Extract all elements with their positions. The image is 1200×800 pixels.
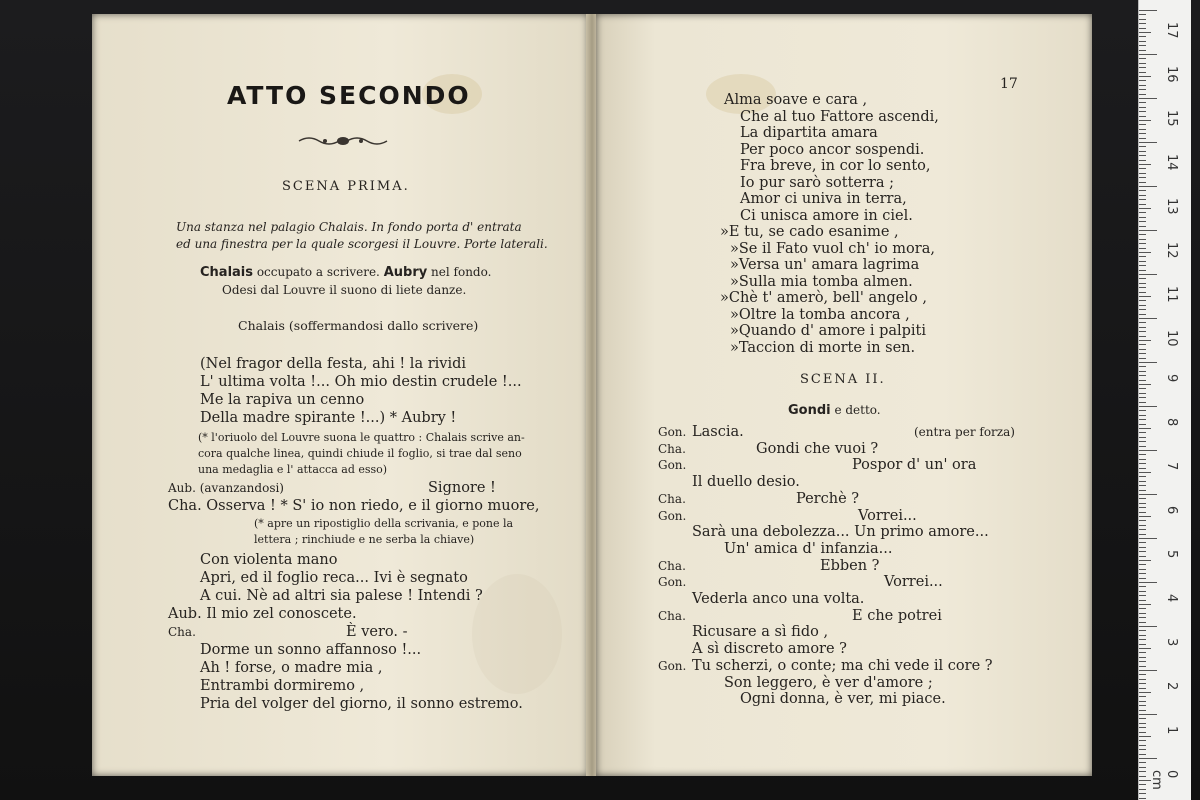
stage-direction: (entra per forza) (914, 425, 1015, 439)
measurement-ruler (1138, 0, 1191, 800)
ruler-tick (1139, 212, 1146, 213)
cast-line (200, 264, 491, 281)
ruler-tick (1139, 630, 1146, 631)
ruler-tick (1139, 278, 1146, 279)
ruler-tick (1139, 283, 1146, 284)
verse-line: »Taccion di morte in sen. (730, 339, 916, 356)
speaker-label: Cha. (658, 558, 686, 573)
ruler-tick (1139, 767, 1146, 768)
ruler-tick (1139, 547, 1146, 548)
ruler-tick (1139, 424, 1146, 425)
ruler-tick (1139, 714, 1157, 715)
ruler-tick (1139, 459, 1146, 460)
ruler-tick (1139, 322, 1146, 323)
verse-line: Alma soave e cara , (724, 92, 868, 108)
ruler-tick (1139, 177, 1146, 178)
speaker-label: Gon. (658, 658, 687, 673)
stage-direction: Una stanza nel palagio Chalais. In fondo porta d' entrata (176, 220, 522, 234)
ruler-tick (1139, 243, 1146, 244)
ruler-label: 1 (1164, 726, 1179, 735)
cast-name: Gondi (788, 403, 831, 418)
ruler-tick (1139, 111, 1146, 112)
ruler-tick (1139, 591, 1146, 592)
ruler-tick (1139, 688, 1146, 689)
ruler-label: 8 (1164, 418, 1179, 427)
verse-line: »Sulla mia tomba almen. (730, 273, 913, 290)
ruler-tick (1139, 542, 1146, 543)
ruler-label: 2 (1164, 682, 1179, 691)
ruler-tick (1139, 380, 1146, 381)
ruler-tick (1139, 604, 1151, 605)
ruler-tick (1139, 727, 1146, 728)
ruler-tick (1139, 274, 1157, 275)
ruler-tick (1139, 164, 1151, 165)
ruler-tick (1139, 569, 1146, 570)
ruler-tick (1139, 670, 1157, 671)
cast-name: Aubry (383, 265, 428, 280)
verse-line: »Oltre la tomba ancora , (730, 306, 910, 323)
ruler-tick (1139, 124, 1146, 125)
verse-line: »Se il Fato vuol ch' io mora, (730, 240, 935, 257)
footnote: (* apre un ripostiglio della scrivania, e pone la (254, 517, 514, 530)
ruler-tick (1139, 754, 1146, 755)
ruler-tick (1139, 168, 1146, 169)
ruler-tick (1139, 287, 1146, 288)
speaker-label: Cha. (168, 625, 196, 639)
verse-line: Per poco ancor sospendi. (740, 141, 925, 158)
ruler-tick (1139, 758, 1157, 759)
footnote: (* l'oriuolo del Louvre suona le quattro : Chalais scrive an- (198, 431, 525, 444)
ruler-tick (1139, 50, 1146, 51)
ruler-tick (1139, 384, 1151, 385)
verse-line: Ah ! forse, o madre mia , (200, 660, 383, 676)
ruler-tick (1139, 578, 1146, 579)
ruler-tick (1139, 226, 1146, 227)
verse-line: »Versa un' amara lagrima (730, 257, 920, 273)
ruler-tick (1139, 89, 1146, 90)
ruler-tick (1139, 72, 1146, 73)
ruler-tick (1139, 402, 1146, 403)
ruler-label: 10 (1164, 330, 1179, 347)
ruler-tick (1139, 534, 1146, 535)
ruler-tick (1139, 793, 1146, 794)
act-title: ATTO SECONDO (227, 81, 471, 110)
ruler-tick (1139, 94, 1146, 95)
ruler-tick (1139, 199, 1146, 200)
ruler-tick (1139, 23, 1146, 24)
ruler-tick (1139, 516, 1151, 517)
dialogue-line: Vorrei... (858, 507, 917, 524)
ruler-tick (1139, 10, 1157, 11)
ruler-label: 9 (1164, 374, 1179, 383)
ruler-tick (1139, 736, 1151, 737)
speaker-label: Gon. (658, 425, 687, 439)
ruler-tick (1139, 397, 1146, 398)
ruler-tick (1139, 538, 1157, 539)
ruler-tick (1139, 186, 1157, 187)
ruler-tick (1139, 375, 1146, 376)
ruler-tick (1139, 648, 1151, 649)
speaker-line: Aub. (avanzandosi) (168, 481, 284, 495)
ruler-tick (1139, 80, 1146, 81)
ruler-tick (1139, 54, 1157, 55)
page-number: 17 (1000, 76, 1018, 92)
stage-direction: ed una finestra per la quale scorgesi il Louvre. Porte laterali. (176, 237, 548, 251)
ruler-tick (1139, 512, 1146, 513)
ruler-tick (1139, 239, 1146, 240)
ruler-tick (1139, 520, 1146, 521)
ruler-tick (1139, 582, 1157, 583)
ruler-tick (1139, 107, 1146, 108)
ruler-tick (1139, 468, 1146, 469)
ruler-tick (1139, 208, 1151, 209)
ruler-tick (1139, 732, 1146, 733)
ruler-tick (1139, 85, 1146, 86)
speaker-line: Cha. Osserva ! * S' io non riedo, e il giorno muore, (168, 498, 540, 514)
ruler-tick (1139, 19, 1146, 20)
dialogue-line: Tu scherzi, o conte; ma chi vede il core ? (692, 657, 993, 674)
ruler-tick (1139, 221, 1146, 222)
dialogue-line: Vederla anco una volta. (692, 591, 865, 607)
ruler-tick (1139, 432, 1146, 433)
ruler-tick (1139, 204, 1146, 205)
ruler-tick (1139, 437, 1146, 438)
ruler-tick (1139, 586, 1146, 587)
ruler-tick (1139, 28, 1146, 29)
ruler-label: 16 (1164, 66, 1179, 83)
ruler-tick (1139, 710, 1146, 711)
cast-name: Chalais (200, 265, 253, 280)
ruler-tick (1139, 503, 1146, 504)
speaker-label: Cha. (658, 441, 686, 456)
ruler-tick (1139, 160, 1146, 161)
ruler-tick (1139, 138, 1146, 139)
ruler-label: 15 (1164, 110, 1179, 127)
right-page (596, 14, 1092, 776)
ruler-label: 12 (1164, 242, 1179, 259)
ruler-tick (1139, 76, 1151, 77)
ruler-tick (1139, 252, 1151, 253)
ruler-tick (1139, 485, 1146, 486)
ruler-tick (1139, 102, 1146, 103)
dialogue-line: Pospor d' un' ora (852, 457, 977, 474)
ruler-tick (1139, 674, 1146, 675)
ruler-tick (1139, 314, 1146, 315)
dialogue-line: Ebben ? (820, 557, 880, 574)
cast-text: nel fondo. (431, 265, 492, 279)
ruler-tick (1139, 371, 1146, 372)
ruler-tick (1139, 454, 1146, 455)
ruler-tick (1139, 617, 1146, 618)
verse-line: La dipartita amara (740, 125, 878, 141)
verse-line: Pria del volger del giorno, il sonno estremo. (200, 696, 523, 712)
ruler-tick (1139, 639, 1146, 640)
speaker-label: Gon. (658, 458, 687, 473)
cast-text: occupato a scrivere. (256, 265, 380, 279)
ruler-tick (1139, 336, 1146, 337)
ruler-tick (1139, 600, 1146, 601)
ruler-tick (1139, 525, 1146, 526)
verse-line: »Chè t' amerò, bell' angelo , (720, 290, 927, 306)
verse-line: Dorme un sonno affannoso !... (200, 642, 422, 658)
ruler-tick (1139, 635, 1146, 636)
verse-line: Amor ci univa in terra, (740, 191, 907, 207)
ruler-tick (1139, 428, 1151, 429)
ruler-tick (1139, 344, 1146, 345)
ruler-tick (1139, 683, 1146, 684)
ruler-tick (1139, 481, 1146, 482)
ruler-tick (1139, 652, 1146, 653)
ruler-tick (1139, 120, 1151, 121)
cast-line: Odesi dal Louvre il suono di liete danze. (222, 283, 467, 297)
ruler-tick (1139, 305, 1146, 306)
ruler-tick (1139, 133, 1146, 134)
ruler-tick (1139, 789, 1146, 790)
ruler-tick (1139, 705, 1146, 706)
ruler-tick (1139, 626, 1157, 627)
ruler-tick (1139, 393, 1146, 394)
verse-line: »E tu, se cado esanime , (720, 224, 899, 240)
footnote: cora qualche linea, quindi chiude il foglio, si trae dal seno (198, 447, 522, 460)
ruler-label: 11 (1164, 286, 1179, 303)
ruler-tick (1139, 415, 1146, 416)
ruler-label: 6 (1164, 506, 1179, 515)
ruler-tick (1139, 749, 1146, 750)
verse-line: Me la rapiva un cenno (200, 392, 365, 408)
ruler-tick (1139, 419, 1146, 420)
ruler-tick (1139, 446, 1146, 447)
ruler-tick (1139, 622, 1146, 623)
ruler-tick (1139, 692, 1151, 693)
ruler-tick (1139, 217, 1146, 218)
speaker-label: Cha. (658, 491, 686, 506)
ruler-tick (1139, 32, 1151, 33)
dialogue-line: E che potrei (852, 607, 942, 624)
ruler-tick (1139, 270, 1146, 271)
ruler-tick (1139, 296, 1151, 297)
ruler-tick (1139, 146, 1146, 147)
ruler-tick (1139, 679, 1146, 680)
ruler-tick (1139, 666, 1146, 667)
ruler-tick (1139, 63, 1146, 64)
cast-text: e detto. (834, 403, 881, 417)
ruler-tick (1139, 529, 1146, 530)
speaker-line: Aub. Il mio zel conoscete. (168, 606, 357, 622)
ruler-tick (1139, 362, 1157, 363)
ruler-tick (1139, 498, 1146, 499)
ruler-tick (1139, 190, 1146, 191)
ruler-tick (1139, 256, 1146, 257)
ruler-tick (1139, 36, 1146, 37)
left-page (92, 14, 588, 776)
ruler-label: 14 (1164, 154, 1179, 171)
ruler-tick (1139, 560, 1151, 561)
ruler-tick (1139, 234, 1146, 235)
ruler-tick (1139, 441, 1146, 442)
ruler-tick (1139, 613, 1146, 614)
verse-line: Fra breve, in cor lo sento, (740, 158, 931, 174)
ruler-tick (1139, 661, 1146, 662)
ruler-tick (1139, 292, 1146, 293)
verse-line: Apri, ed il foglio reca... Ivi è segnato (200, 570, 468, 586)
ruler-tick (1139, 784, 1146, 785)
verse-line: Che al tuo Fattore ascendi, (740, 108, 939, 125)
ruler-tick (1139, 771, 1146, 772)
dialogue-line: Vorrei... (884, 574, 943, 591)
ruler-label: 0 cm (1149, 770, 1179, 790)
scene-title-left: SCENA PRIMA. (282, 179, 410, 194)
ruler-label: 7 (1164, 462, 1179, 471)
ruler-tick (1139, 67, 1146, 68)
verse-line: Entrambi dormiremo , (200, 678, 365, 694)
footnote: una medaglia e l' attacca ad esso) (198, 463, 388, 476)
dialogue-line: Lascia. (692, 424, 744, 440)
ruler-tick (1139, 657, 1146, 658)
speaker-heading: Chalais (soffermandosi dallo scrivere) (238, 318, 479, 333)
dialogue-line: Sarà una debolezza... Un primo amore... (692, 524, 989, 541)
ruler-tick (1139, 309, 1146, 310)
ornament-divider-icon (297, 134, 389, 148)
ruler-label: 3 (1164, 638, 1179, 647)
ruler-tick (1139, 318, 1157, 319)
ruler-tick (1139, 182, 1146, 183)
scene-title-right: SCENA II. (800, 372, 886, 387)
ruler-tick (1139, 718, 1146, 719)
ruler-tick (1139, 248, 1146, 249)
ruler-tick (1139, 230, 1157, 231)
ruler-tick (1139, 366, 1146, 367)
ruler-tick (1139, 195, 1146, 196)
ruler-tick (1139, 45, 1146, 46)
ruler-tick (1139, 388, 1146, 389)
ruler-label: 17 (1164, 22, 1179, 39)
ruler-label: 13 (1164, 198, 1179, 215)
ruler-tick (1139, 573, 1146, 574)
dialogue-line: Gondi che vuoi ? (756, 440, 879, 457)
ruler-tick (1139, 463, 1146, 464)
ruler-tick (1139, 745, 1146, 746)
ruler-tick (1139, 798, 1146, 799)
ruler-tick (1139, 762, 1146, 763)
ruler-tick (1139, 173, 1146, 174)
verse-line: »Quando d' amore i palpiti (730, 323, 927, 339)
ruler-tick (1139, 331, 1146, 332)
ruler-tick (1139, 58, 1146, 59)
ruler-tick (1139, 595, 1146, 596)
ruler-tick (1139, 340, 1151, 341)
ruler-tick (1139, 300, 1146, 301)
ruler-tick (1139, 116, 1146, 117)
verse-line: Io pur sarò sotterra ; (740, 174, 894, 191)
ruler-label: 4 (1164, 594, 1179, 603)
ruler-tick (1139, 740, 1146, 741)
ruler-label: 5 (1164, 550, 1179, 559)
dialogue-line: Son leggero, è ver d'amore ; (724, 674, 933, 691)
ruler-tick (1139, 608, 1146, 609)
ruler-tick (1139, 327, 1146, 328)
ruler-tick (1139, 261, 1146, 262)
ruler-tick (1139, 265, 1146, 266)
ruler-tick (1139, 129, 1146, 130)
ruler-tick (1139, 151, 1146, 152)
ruler-tick (1139, 644, 1146, 645)
dialogue-line: Ricusare a sì fido , (692, 624, 829, 641)
ruler-tick (1139, 776, 1146, 777)
dialogue-line: Un' amica d' infanzia... (724, 540, 893, 557)
ruler-tick (1139, 472, 1151, 473)
dialogue-line: A sì discreto amore ? (692, 641, 847, 658)
verse-line: (Nel fragor della festa, ahi ! la rividi (200, 356, 467, 372)
ruler-tick (1139, 564, 1146, 565)
dialogue-line: Perchè ? (796, 490, 860, 507)
verse-line: Con violenta mano (200, 552, 338, 568)
ruler-tick (1139, 701, 1146, 702)
ruler-tick (1139, 490, 1146, 491)
ruler-tick (1139, 450, 1157, 451)
ruler-tick (1139, 696, 1146, 697)
ruler-tick (1139, 142, 1157, 143)
speaker-label: Gon. (658, 508, 687, 523)
ruler-tick (1139, 155, 1146, 156)
ruler-tick (1139, 551, 1146, 552)
footnote: lettera ; rinchiude e ne serba la chiave) (254, 533, 475, 546)
ruler-tick (1139, 410, 1146, 411)
dialogue-line: Il duello desio. (692, 474, 800, 491)
dialogue-line: Ogni donna, è ver, mi piace. (740, 691, 946, 708)
ruler-tick (1139, 358, 1146, 359)
ruler-tick (1139, 14, 1146, 15)
speaker-label: Cha. (658, 608, 686, 623)
verse-line: L' ultima volta !... Oh mio destin crudele !... (200, 374, 522, 390)
cast-line (788, 402, 881, 419)
verse-line: Della madre spirante !...) * Aubry ! (200, 410, 457, 426)
verse-line: Ci unisca amore in ciel. (740, 207, 913, 224)
ruler-tick (1139, 406, 1157, 407)
speaker-label: Gon. (658, 575, 687, 590)
ruler-tick (1139, 41, 1146, 42)
speaker-line: È vero. - (346, 624, 408, 640)
ruler-tick (1139, 556, 1146, 557)
ruler-tick (1139, 723, 1146, 724)
ruler-tick (1139, 476, 1146, 477)
ruler-tick (1139, 353, 1146, 354)
ruler-tick (1139, 98, 1157, 99)
speaker-line: Signore ! (428, 480, 496, 496)
ruler-tick (1139, 494, 1157, 495)
ruler-tick (1139, 507, 1146, 508)
verse-line: A cui. Nè ad altri sia palese ! Intendi ? (200, 588, 483, 604)
ruler-tick (1139, 349, 1146, 350)
